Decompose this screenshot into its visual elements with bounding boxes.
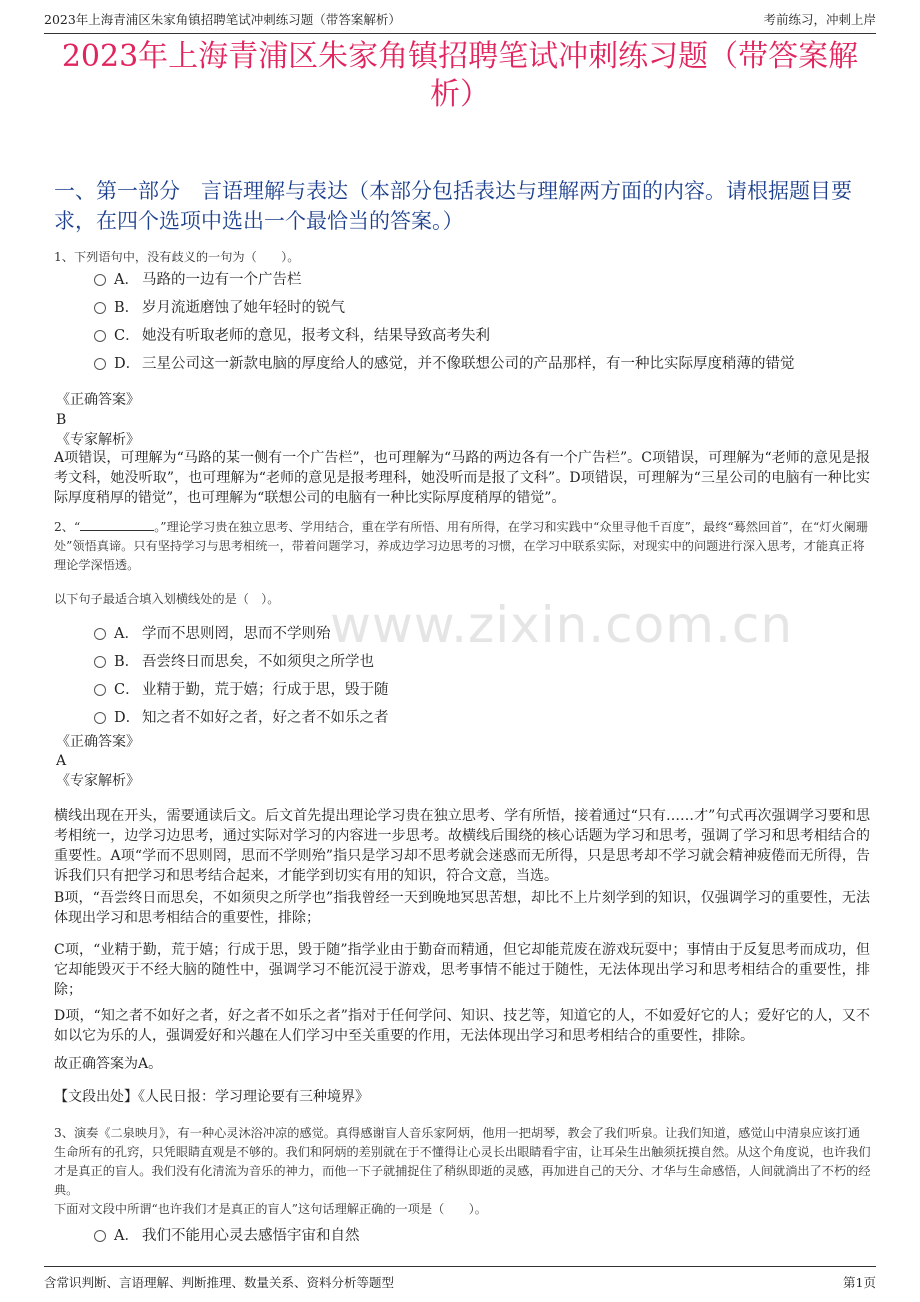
q1-analysis: A项错误，可理解为“马路的某一侧有一个广告栏”，也可理解为“马路的两边各有一个广告栏”。C项错误，可理解为“老师的意见是报考文科，她没听取”，也可理解为“老师的意见是报考理科，她没听而是报了文科”。D项错误，可理解为“三星公司的电脑有一种比实际厚度稍厚的错觉”，也可理解为“联想公司的电脑有一种比实际厚度稍厚的错觉”。	[54, 450, 870, 506]
question-3-stem: 3、演奏《二泉映月》，有一种心灵沐浴冲凉的感觉。真得感谢盲人音乐家阿炳，他用一把胡琴，教会了我们听泉。让我们知道，感觉山中清泉应该打通生命所有的孔窍，只凭眼睛直观是不够的。我们和阿炳的差别就在于不懂得让心灵长出眼睛看宇宙，让耳朵生出触须抚摸自然。从这个角度说，也许我们才是真正的盲人。我们没有化清流为音乐的神力，而他一下子就捕捉住了稍纵即逝的灵感，再加进自己的天分、才华与生命感悟，人间就淌出了不朽的经典。	[54, 1126, 871, 1197]
q2-analysis-para-3: C项，“业精于勤，荒于嬉；行成于思，毁于随”指学业由于勤奋而精通，但它却能荒废在游戏玩耍中；事情由于反复思考而成功，但它却能毁灭于不经大脑的随性中，强调学习不能沉浸于游戏，思考事情不能过于随性，无法体现出学习和思考相结合的重要性，排除；	[54, 942, 870, 998]
page-title: 2023年上海青浦区朱家角镇招聘笔试冲刺练习题（带答案解析）	[61, 39, 859, 112]
radio-icon[interactable]	[94, 628, 106, 640]
section-heading: 一、第一部分 言语理解与表达（本部分包括表达与理解两方面的内容。请根据题目要求，在四个选项中选出一个最恰当的答案。）	[54, 179, 852, 233]
question-2-stem: 2、“ 。”理论学习贵在独立思考、学用结合，重在学有所悟、用有所得，在学习和实践中“众里寻他千百度”，最终“蓦然回首”，在“灯火阑珊处”领悟真谛。只有坚持学习与思考相统一，带着问题学习，养成边学习边思考的习惯，在学习中联系实际，对现实中的问题进行深入思考，才能真正将理论学深悟透。	[54, 520, 868, 572]
question-1-stem: 1、下列语句中，没有歧义的一句为（ ）。	[54, 250, 300, 264]
q2-option-c[interactable]: C． 业精于勤，荒于嬉；行成于思，毁于随	[94, 674, 880, 702]
page-number: 第1页	[843, 1275, 876, 1290]
q1-answer-label: 《正确答案》	[56, 392, 140, 408]
page-header	[44, 10, 876, 34]
question-3-prompt: 下面对文段中所谓“也许我们才是真正的盲人”这句话理解正确的一项是（ ）。	[54, 1202, 487, 1216]
q1-option-d[interactable]: D． 三星公司这一新款电脑的厚度给人的感觉，并不像联想公司的产品那样，有一种比实际厚度稍薄的错觉	[94, 348, 880, 376]
q1-analysis-label: 《专家解析》	[56, 432, 140, 448]
q2-answer: A	[56, 753, 67, 769]
watermark: www.zixin.com.cn	[330, 596, 794, 654]
q2-analysis-para-4: D项，“知之者不如好之者，好之者不如乐之者”指对于任何学问、知识、技艺等，知道它的人，不如爱好它的人；爱好它的人，又不如以它为乐的人，强调爱好和兴趣在人们学习中至关重要的作用，无法体现出学习和思考相结合的重要性，排除。	[54, 1008, 870, 1044]
q2-option-d[interactable]: D． 知之者不如好之者，好之者不如乐之者	[94, 702, 880, 730]
question-2-prompt: 以下句子最适合填入划横线处的是（ ）。	[54, 592, 280, 606]
radio-icon[interactable]	[94, 358, 106, 370]
q1-answer: B	[56, 412, 67, 428]
radio-icon[interactable]	[94, 1230, 106, 1242]
q2-option-b[interactable]: B． 吾尝终日而思矣，不如须臾之所学也	[94, 646, 880, 674]
radio-icon[interactable]	[94, 656, 106, 668]
q2-answer-label: 《正确答案》	[56, 734, 140, 750]
radio-icon[interactable]	[94, 712, 106, 724]
header-slogan: 考前练习，冲刺上岸	[763, 12, 876, 27]
q2-analysis-label: 《专家解析》	[56, 773, 140, 789]
q1-option-c[interactable]: C． 她没有听取老师的意见，报考文科，结果导致高考失利	[94, 320, 880, 348]
question-2-options	[94, 618, 880, 730]
footer-topics: 含常识判断、言语理解、判断推理、数量关系、资料分析等题型	[44, 1275, 395, 1290]
q3-option-a[interactable]: A． 我们不能用心灵去感悟宇宙和自然	[94, 1220, 880, 1248]
q2-source: 【文段出处】《人民日报：学习理论要有三种境界》	[54, 1089, 369, 1105]
radio-icon[interactable]	[94, 684, 106, 696]
q1-option-a[interactable]: A． 马路的一边有一个广告栏	[94, 264, 880, 292]
radio-icon[interactable]	[94, 330, 106, 342]
radio-icon[interactable]	[94, 302, 106, 314]
q2-analysis-para-2: B项，“吾尝终日而思矣，不如须臾之所学也”指我曾经一天到晚地冥思苦想，却比不上片刻学到的知识，仅强调学习的重要性，无法体现出学习和思考相结合的重要性，排除；	[54, 890, 870, 926]
header-doc-title: 2023年上海青浦区朱家角镇招聘笔试冲刺练习题（带答案解析）	[44, 12, 401, 27]
page-footer	[44, 1266, 876, 1292]
fill-blank	[80, 519, 154, 531]
q2-option-a[interactable]: A． 学而不思则罔，思而不学则殆	[94, 618, 880, 646]
question-1-options	[94, 264, 880, 376]
question-3-options	[94, 1220, 880, 1248]
q2-conclusion: 故正确答案为A。	[54, 1056, 163, 1072]
radio-icon[interactable]	[94, 274, 106, 286]
q2-analysis-para-1: 横线出现在开头，需要通读后文。后文首先提出理论学习贵在独立思考、学有所悟，接着通过“只有……才”句式再次强调学习要和思考相统一，边学习边思考，通过实际对学习的内容进一步思考。故横线后围绕的核心话题为学习和思考，强调了学习和思考相结合的重要性。A项“学而不思则罔，思而不学则殆”指只是学习却不思考就会迷惑而无所得，只是思考却不学习就会精神疲倦而无所得，告诉我们只有把学习和思考结合起来，才能学到切实有用的知识，符合文意，当选。	[54, 808, 870, 884]
q1-option-b[interactable]: B． 岁月流逝磨蚀了她年轻时的锐气	[94, 292, 880, 320]
